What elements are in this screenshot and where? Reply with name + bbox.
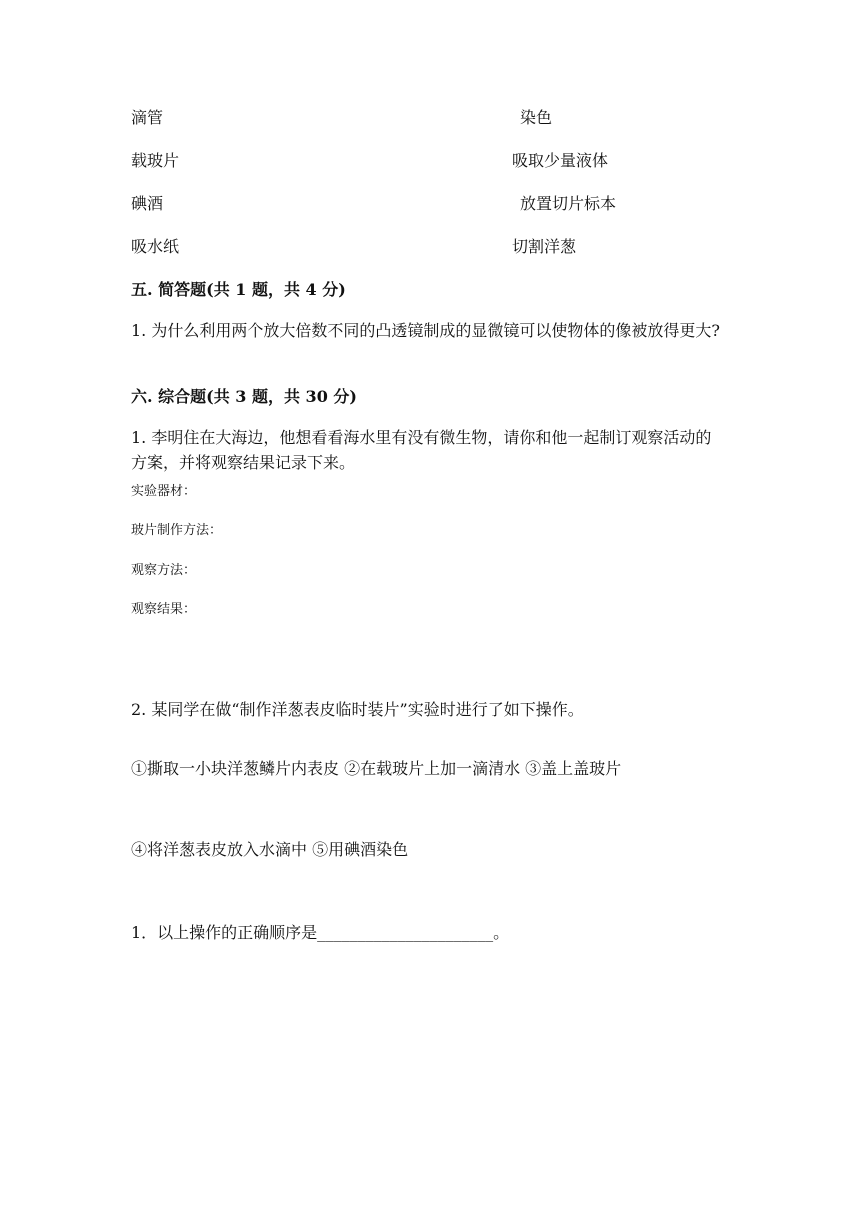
- match-left-2: 载玻片: [131, 151, 180, 170]
- match-right-4: 切割洋葱: [512, 237, 577, 256]
- match-left-3: 碘酒: [131, 194, 164, 213]
- section-5-heading: 五. 简答题(共 1 题，共 4 分): [131, 280, 346, 299]
- match-left-1: 滴管: [131, 108, 164, 127]
- match-right-3: 放置切片标本: [520, 194, 617, 213]
- match-left-4: 吸水纸: [131, 237, 180, 256]
- match-right-2: 吸取少量液体: [512, 151, 609, 170]
- section-6-question-2: 2. 某同学在做“制作洋葱表皮临时装片”实验时进行了如下操作。: [131, 700, 584, 719]
- match-right-1: 染色: [520, 108, 553, 127]
- question-2-sub-1: 1．以上操作的正确顺序是______________________。: [131, 923, 510, 942]
- question-2-steps-line-1: ①撕取一小块洋葱鳞片内表皮 ②在载玻片上加一滴清水 ③盖上盖玻片: [131, 759, 622, 778]
- section-6-question-1: 1. 李明住在大海边，他想看看海水里有没有微生物，请你和他一起制订观察活动的方案，并将观察结果记录下来。: [131, 428, 712, 472]
- section-6-heading: 六. 综合题(共 3 题，共 30 分): [131, 387, 357, 406]
- field-materials: 实验器材：: [131, 484, 197, 499]
- field-observation-result: 观察结果：: [131, 602, 197, 617]
- question-2-steps-line-2: ④将洋葱表皮放入水滴中 ⑤用碘酒染色: [131, 840, 409, 859]
- field-observation-method: 观察方法：: [131, 563, 197, 578]
- section-5-question-1: 1. 为什么利用两个放大倍数不同的凸透镜制成的显微镜可以使物体的像被放得更大?: [131, 321, 720, 340]
- field-slide-method: 玻片制作方法：: [131, 523, 223, 538]
